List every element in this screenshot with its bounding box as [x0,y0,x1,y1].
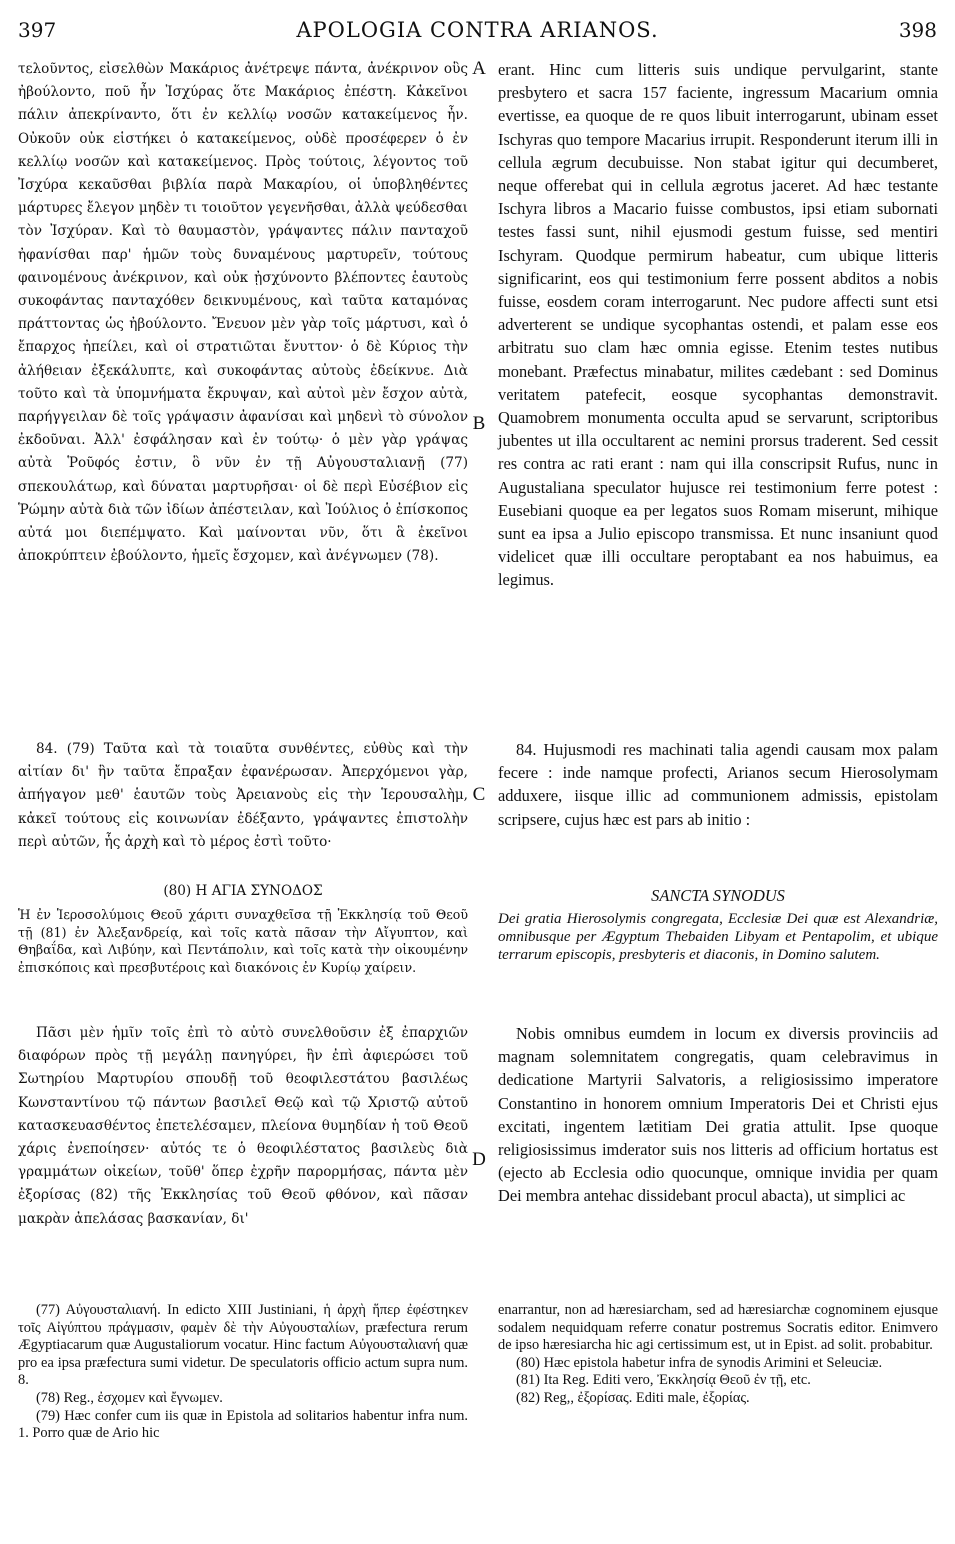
footnote-80: (80) Hæc epistola habetur infra de synodis Arimini et Seleuciæ. [516,1354,883,1371]
greek-text-1: τελοῦντος, εἰσελθὼν Μακάριος ἀνέτρεψε πάντα, ἀνέκρινον οὓς ἠβούλοντο, ποῦ ἦν Ἰσχύρας ὅτε Μακάριος ἐπέστη. Κἀκεῖνοι πάλιν ἀπεκρίναντο, ὅτι ἐν κελλίῳ νοσῶν κατακείμενος ἦν. Οὐκοῦν οὐκ εἱστήκει ὁ κατακείμενος, οὐδὲ προσέφερεν ὁ ἐν κελλίῳ νοσῶν καὶ κατακείμενος. Πρὸς τούτοις, λέγοντος τοῦ Ἰσχύρα κεκαῦσθαι βιβλία παρὰ Μακαρίου, οἱ ὑποβληθέντες μάρτυρες ἔλεγον μηδὲν τι τοιοῦτον γεγενῆσθαι, ἀλλὰ ψεύδεσθαι τὸν Ἰσχύραν. Καὶ τὸ θαυμαστὸν, γράψαντες πάλιν πανταχοῦ ἠφανίσθαι παρ' ἡμῶν τοὺς δυναμένους μαρτυρεῖν, τούτους φαινομένους ἀνέκρινον, καὶ οὐκ ᾐσχύνοντο βλέποντες ἑαυτοὺς συκοφάντας πανταχόθεν δεικνυμένους, καὶ ταῦτα καταμόνας πράττοντας ὡς ἠβούλοντο. Ἔνευον μὲν γὰρ τοῖς μάρτυσι, καὶ ὁ ἔπαρχος ἠπείλει, καὶ οἱ στρατιῶται ἔνυττον· ὁ δὲ Κύριος τὴν ἀλήθειαν ἐξεκάλυπτε, καὶ συκοφάντας αὐτοὺς ἐδείκνυε. Διὰ τοῦτο καὶ τὰ ὑπομνήματα ἔκρυψαν, καὶ αὐτοὶ μὲν ἔσχον αὐτὰ, παρήγγειλαν δὲ τοῖς γράψασιν ἀφανίσαι καὶ μηδενὶ τὸ σύνολον ἐκδοῦναι. Ἀλλ' ἐσφάλησαν καὶ ἐν τούτῳ· ὁ μὲν γὰρ γράψας αὐτὰ Ῥοῦφός ἐστιν, ὃ νῦν ἐν τῇ Αὐγουσταλιανῇ (77) σπεκουλάτωρ, καὶ δύναται μαρτυρῆσαι· οἱ δὲ περὶ Εὐσέβιον εἰς Ῥώμην αὐτὰ διὰ τῶν ἰδίων ἀπέστειλαν, καὶ Ἰούλιος ὁ ἐπίσκοπος αὐτά μοι διεπέμψατο. Καὶ μαίνονται νῦν, ὅτι ἃ ἐκεῖνοι ἀποκρύπτειν ἐβούλοντο, ἡμεῖς ἔσχομεν, καὶ ἀνέγνωμεν (78). [18,61,468,565]
greek-text-3: Πᾶσι μὲν ἡμῖν τοῖς ἐπὶ τὸ αὐτὸ συνελθοῦσιν ἐξ ἐπαρχιῶν διαφόρων πρὸς τῇ μεγάλῃ πανηγύρει, ἣν ἐπὶ ἀφιερώσει τοῦ Σωτηρίου Μαρτυρίου σπουδῇ τοῦ θεοφιλεστάτου βασιλέως Κωνσταντίνου τῷ πάντων βασιλεῖ Θεῷ καὶ τῷ Χριστῷ αὐτοῦ κατασκευασθέντος ἐπετελέσαμεν, πλείονα θυμηδίαν ἡ τοῦ Θεοῦ χάρις ἐνεποίησεν· αὐτός τε ὁ θεοφιλέστατος βασιλεὺς διὰ γραμμάτων οἰκείων, τοῦθ' ὅπερ ἐχρῆν παρορμήσας, πάντα μὲν ἐξορίσας (82) τῆς Ἐκκλησίας τοῦ Θεοῦ φθόνον, καὶ πᾶσαν μακρὰν ἀπελάσας βασκανίαν, δι' [18,1025,468,1227]
greek-text-2: 84. (79) Ταῦτα καὶ τὰ τοιαῦτα συνθέντες, εὐθὺς καὶ τὴν αἰτίαν δι' ἣν ταῦτα ἔπραξαν ἐφανέρωσαν. Ἀπερχόμενοι γὰρ, ἀπήγαγον μεθ' ἑαυτῶν τοὺς Ἀρειανοὺς εἰς τὴν Ἱερουσαλὴμ, κἀκεῖ τούτους εἰς κοινωνίαν ἐδέξαντο, γράψαντες ἐπιστολὴν περὶ αὐτῶν, ἧς ἀρχὴ καὶ τὸ μέρος ἐστὶ τοῦτο· [18,741,468,850]
greek-paragraph-1 [18,58,468,568]
greek-salutation: Ἡ ἐν Ἱεροσολύμοις Θεοῦ χάριτι συναχθεῖσα τῇ Ἐκκλησίᾳ τοῦ Θεοῦ τῇ (81) ἐν Ἀλεξανδρείᾳ, καὶ τοῖς κατὰ πᾶσαν τὴν Αἴγυπτον, καὶ Θηβαΐδα, καὶ Λιβύην, καὶ Πεντάπολιν, καὶ τοῖς κατὰ τὴν οἰκουμένην ἐπισκόποις καὶ πρεσβυτέροις καὶ διακόνοις ἐν Κυρίῳ χαίρειν. [18,907,468,975]
latin-paragraph-1 [498,58,938,592]
margin-letter-d: D [472,1149,486,1170]
latin-salutation: Dei gratia Hierosolymis congregata, Ecclesiæ Dei quæ est Alexandriæ, omnibusque per Ægyptum Thebaiden Libyam et Pentapolim, et ubique terrarum episcopis, presbyteris et diaconis, in Domino salutem. [498,911,938,963]
page-header [0,18,955,48]
page-number-left: 397 [18,18,57,42]
footnote-82: (82) Reg,, ἐξορίσας. Editi male, ἐξορίας. [516,1389,750,1406]
footnote-79: (79) Hæc confer cum iis quæ in Epistola ad solitarios habentur infra num. 1. Porro quæ de Ario hic [18,1407,468,1442]
footnotes-right [498,1302,938,1408]
margin-letter-a: A [472,58,486,79]
page-number-right: 398 [898,18,937,42]
footnote-81: (81) Ita Reg. Editi vero, Ἐκκλησίᾳ Θεοῦ ἐν τῇ, etc. [516,1372,811,1389]
latin-salutation-block [498,910,938,964]
latin-paragraph-2 [498,738,938,831]
latin-text-3: Nobis omnibus eumdem in locum ex diversis provinciis ad magnam solemnitatem congregatis, quam celebravimus in dedicatione Martyrii Salvatoris, a religiosissimo imperatore Constantino in honorem omnium Imperatoris Dei et Christi ejus excitati, ingentem lætitiam Dei gratia attulit. Ipse quoque religiosissimus imderator suis nos litteris ad officium hortatus est (ejecto ab Ecclesia odio quocunque, omnique invidia per quam Dei membra antehac dissidebant procul abacta), ut simplici ac [498,1024,938,1206]
greek-paragraph-2 [18,738,468,854]
footnote-79-continued: enarrantur, non ad hæresiarcham, sed ad hæresiarchæ cognominem ejusque sodalem nequidquam referre conatur postremus Socratis editor. Enimvero de ipso hæresiarcha hic agi certissimum est, ut in Epist. ad solit. probabitur. [498,1302,938,1354]
greek-salutation-block [18,906,468,976]
greek-paragraph-3 [18,1022,468,1231]
greek-synod-heading [18,880,468,903]
footnotes-left [18,1302,468,1443]
margin-letter-c: C [472,784,486,805]
running-title: APOLOGIA CONTRA ARIANOS. [296,18,659,42]
latin-paragraph-3 [498,1022,938,1208]
latin-heading: SANCTA SYNODUS [651,886,785,905]
footnote-78: (78) Reg., ἐσχομεν καὶ ἔγνωμεν. [36,1389,223,1406]
greek-heading: (80) Η ΑΓΙΑ ΣΥΝΟΔΟΣ [163,883,323,899]
footnote-77: (77) Αὐγουσταλιανή. In edicto XIII Justiniani, ἡ ἀρχὴ ἥπερ ἐφέστηκεν τοῖς Αἰγύπτου πράγμασιν, φαμὲν δὲ τὴν Αὐγουσταλίων, præfectura rerum Ægyptiacarum quæ Augustaliorum vocatur. Hinc factum Αὐγουσταλιανή quæ pro ea ipsa præfectura sumi videtur. De speculatoris officio actum supra num. 8. [18,1302,468,1389]
latin-synod-heading [498,884,938,907]
margin-letter-b: B [472,413,486,434]
latin-text-2: 84. Hujusmodi res machinati talia agendi causam mox palam fecere : inde namque profecti, Arianos secum Hierosolymam adduxere, iisque illic ad communionem admissis, epistolam scripsere, cujus hæc est pars ab initio : [498,740,938,829]
latin-text-1: erant. Hinc cum litteris suis undique pervulgarint, stante presbytero et sacra 157 faciente, ingressum Macarium omnia evertisse, ea quoque de re quos libuit interrogarunt, ubinam esset Ischyras quo tempore Macarius irrupit. Responderunt iterum illi in cellula ægrum decubuisse. Non stabat igitur qui decumberet, neque offerebat qui in cellula ægrotus jaceret. Ad hæc testante Ischyra libros a Macario fuisse combustos, ipsi etiam subornati testes fassi sunt, nihil ejusmodi gestum fuisse, sed mentiri Ischyram. Quodque permirum habeatur, cum ubique litteris significarint, eos qui testimonium ferre possent abditos a nobis fuisse, eosdem coram interrogarunt. Nec pudore affecti sunt etsi adverterent se undique sycophantas ostendi, et palam esse eos arbitratu suo clam hæc omnia egisse. Etenim testes nutibus monebant. Præfectus minabatur, milites cædebant : sed Dominus veritatem patefecit, eosque sycophantas demonstravit. Quamobrem monumenta occulta apud se servarunt, scriptoribus jubentes ut illa occultarent ac nemini prorsus traderent. Sed cessit res contra ac rati erant : nam qui illa conscripsit Rufus, nunc in Augustaliana speculator hujusce rei testimonium ferre potest : Eusebiani quoque ea per legatos suos Romam miserunt, mihique sunt ea ipsa a Julio episcopo transmissa. Et nunc insaniunt quod videlicet quæ illi occultare peroptabant ea nos habuimus, ea legimus. [498,60,938,590]
